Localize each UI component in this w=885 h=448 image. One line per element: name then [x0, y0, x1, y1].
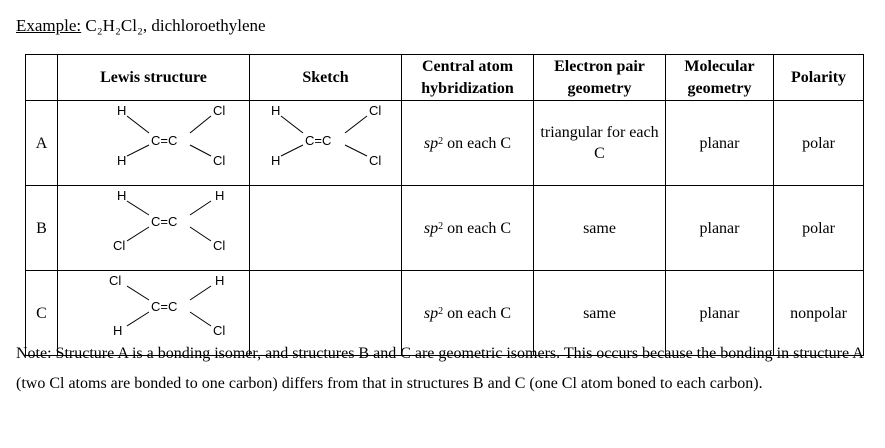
- atom-top-left: H: [116, 103, 126, 118]
- sketch-diagram: [251, 101, 401, 179]
- compound-name: C₂H₂Cl₂, dichloroethylene: [85, 16, 266, 35]
- header-sketch: Sketch: [250, 55, 402, 101]
- hybridization-cell: $sp^2$ on each C: [402, 101, 534, 186]
- atom-top-right: H: [214, 273, 224, 288]
- electron-geometry-cell: same: [534, 186, 666, 271]
- example-label: Example:: [16, 16, 82, 35]
- atom-bottom-right: Cl: [212, 238, 225, 253]
- lewis-structure-cell: [58, 186, 250, 271]
- polarity-cell: nonpolar: [774, 271, 864, 356]
- atom-top-right: Cl: [212, 103, 225, 118]
- molecular-geometry-cell: planar: [666, 186, 774, 271]
- table-row: [26, 186, 864, 271]
- atom-bottom-left: H: [116, 153, 126, 168]
- lewis-structure-diagram: [59, 186, 249, 264]
- lewis-structure-cell: [58, 101, 250, 186]
- header-polarity: Polarity: [774, 55, 864, 101]
- atom-top-right: Cl: [368, 103, 381, 118]
- atom-bottom-right: Cl: [212, 323, 225, 338]
- molecular-geometry-cell: planar: [666, 101, 774, 186]
- polarity-cell: polar: [774, 101, 864, 186]
- header-row: [26, 55, 864, 101]
- header-electron-geometry: Electron pair geometry: [534, 55, 666, 101]
- lewis-structure-diagram: [59, 101, 249, 179]
- sketch-cell: [250, 186, 402, 271]
- hybridization-cell: $sp^2$ on each C: [402, 271, 534, 356]
- note-paragraph: Note: Structure A is a bonding isomer, and structures B and C are geometric isomers. This occurs because the bonding in structure A (two Cl atoms are bonded to one carbon) differs from that in structures B and C (one Cl atom boned to each carbon).: [16, 345, 863, 392]
- hybridization-cell: $sp^2$ on each C: [402, 186, 534, 271]
- sketch-cell: [250, 101, 402, 186]
- atom-bottom-left: H: [112, 323, 122, 338]
- header-molecular-geometry: Molecular geometry: [666, 55, 774, 101]
- header-blank: [26, 55, 58, 101]
- atom-top-right: H: [214, 188, 224, 203]
- header-lewis: Lewis structure: [58, 55, 250, 101]
- atom-bottom-right: Cl: [368, 153, 381, 168]
- header-hybridization: Central atom hybridization: [402, 55, 534, 101]
- carbon-double-bond: C=C: [150, 299, 177, 314]
- row-label: A: [26, 101, 58, 186]
- isomer-table: [25, 54, 864, 356]
- atom-top-left: H: [270, 103, 280, 118]
- electron-geometry-cell: triangular for each C: [534, 101, 666, 186]
- example-title: [16, 16, 266, 36]
- atom-bottom-left: H: [270, 153, 280, 168]
- table-row: [26, 101, 864, 186]
- molecular-geometry-cell: planar: [666, 271, 774, 356]
- carbon-double-bond: C=C: [150, 133, 177, 148]
- electron-geometry-cell: same: [534, 271, 666, 356]
- carbon-double-bond: C=C: [150, 214, 177, 229]
- row-label: B: [26, 186, 58, 271]
- carbon-double-bond: C=C: [304, 133, 331, 148]
- row-label: C: [26, 271, 58, 356]
- polarity-cell: polar: [774, 186, 864, 271]
- atom-top-left: Cl: [108, 273, 121, 288]
- atom-top-left: H: [116, 188, 126, 203]
- atom-bottom-right: Cl: [212, 153, 225, 168]
- atom-bottom-left: Cl: [112, 238, 125, 253]
- lewis-structure-diagram: [59, 271, 249, 349]
